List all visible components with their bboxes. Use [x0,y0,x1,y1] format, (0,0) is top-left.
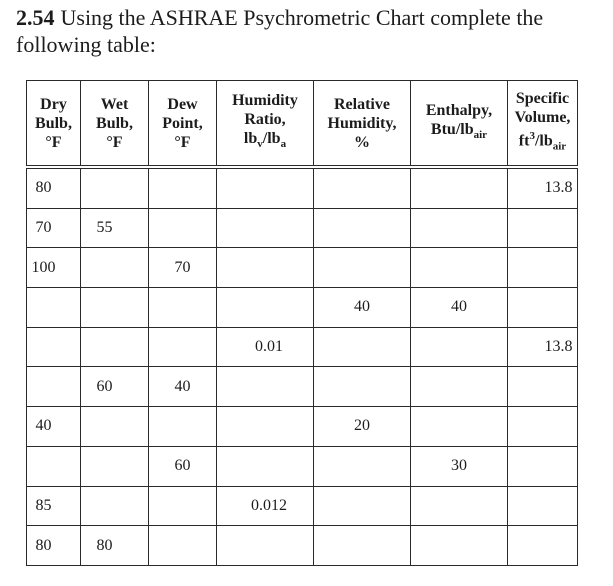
cell-dew-point [149,367,217,407]
cell-value: 40 [174,377,191,395]
cell-relative-humidity [314,167,411,208]
cell-relative-humidity [314,208,411,248]
cell-humidity-ratio [217,407,314,447]
cell-relative-humidity [314,327,411,367]
cell-wet-bulb [81,208,149,248]
cell-value: 60 [96,377,113,395]
cell-dry-bulb [27,446,81,486]
cell-specific-volume [508,446,578,486]
cell-value: 13.8 [544,179,573,197]
cell-dry-bulb [27,208,81,248]
header-row [27,81,578,168]
cell-enthalpy [411,446,508,486]
cell-dry-bulb [27,367,81,407]
cell-value: 20 [354,417,370,435]
cell-humidity-ratio [217,167,314,208]
cell-value: 85 [35,496,52,514]
cell-dew-point [149,208,217,248]
cell-specific-volume [508,288,578,328]
problem-text: Using the ASHRAE Psychrometric Chart complete the following table: [16,5,544,57]
table-row [27,248,578,288]
cell-dew-point [149,526,217,566]
table-row [27,167,578,208]
cell-relative-humidity [314,486,411,526]
cell-enthalpy [411,167,508,208]
table-row [27,367,578,407]
cell-wet-bulb [81,248,149,288]
cell-wet-bulb [81,486,149,526]
cell-dew-point [149,248,217,288]
cell-humidity-ratio [217,486,314,526]
cell-humidity-ratio [217,288,314,328]
cell-relative-humidity [314,288,411,328]
table-row [27,526,578,566]
cell-wet-bulb [81,288,149,328]
header-relative-humidity: Relative Humidity, % [314,81,411,168]
cell-value: 40 [35,417,52,435]
cell-specific-volume [508,248,578,288]
header-dry-bulb: Dry Bulb, °F [27,81,81,168]
cell-relative-humidity [314,407,411,447]
cell-value: 80 [96,536,113,554]
cell-enthalpy [411,407,508,447]
cell-dry-bulb [27,407,81,447]
cell-specific-volume [508,367,578,407]
cell-dry-bulb [27,167,81,208]
cell-wet-bulb [81,327,149,367]
cell-humidity-ratio [217,526,314,566]
cell-value: 40 [354,298,370,316]
cell-dry-bulb [27,288,81,328]
cell-humidity-ratio [217,367,314,407]
header-wet-bulb: Wet Bulb, °F [81,81,149,168]
cell-wet-bulb [81,407,149,447]
problem-statement [16,4,601,58]
cell-specific-volume [508,407,578,447]
cell-value: 100 [31,258,56,276]
cell-value: 40 [451,298,467,316]
header-dew-point: Dew Point, °F [149,81,217,168]
cell-humidity-ratio [217,446,314,486]
cell-value: 0.01 [255,338,283,356]
cell-humidity-ratio [217,248,314,288]
cell-enthalpy [411,248,508,288]
cell-dry-bulb [27,248,81,288]
cell-dew-point [149,327,217,367]
cell-specific-volume [508,167,578,208]
cell-relative-humidity [314,367,411,407]
cell-value: 55 [96,219,113,237]
cell-value: 80 [35,179,52,197]
table-row [27,446,578,486]
cell-humidity-ratio [217,327,314,367]
table-row [27,327,578,367]
cell-dew-point [149,486,217,526]
table-body [27,167,578,565]
cell-dew-point [149,167,217,208]
cell-value: 70 [35,219,52,237]
cell-dew-point [149,407,217,447]
cell-wet-bulb [81,446,149,486]
cell-enthalpy [411,208,508,248]
cell-specific-volume [508,526,578,566]
cell-enthalpy [411,367,508,407]
cell-dew-point [149,288,217,328]
cell-specific-volume [508,327,578,367]
cell-humidity-ratio [217,208,314,248]
cell-value: 13.8 [544,338,573,356]
cell-value: 70 [174,258,191,276]
cell-wet-bulb [81,167,149,208]
cell-relative-humidity [314,526,411,566]
cell-dry-bulb [27,486,81,526]
header-enthalpy: Enthalpy, Btu/$lb_{air}$ [411,81,508,168]
cell-value: 60 [174,457,191,475]
header-humidity-ratio: Humidity Ratio, $lb_v/lb_a$ [217,81,314,168]
cell-value: 0.012 [251,496,287,514]
cell-enthalpy [411,327,508,367]
cell-wet-bulb [81,526,149,566]
table-row [27,288,578,328]
cell-dry-bulb [27,526,81,566]
cell-specific-volume [508,486,578,526]
cell-dew-point [149,446,217,486]
table-row [27,208,578,248]
psychrometric-table [26,80,578,566]
cell-relative-humidity [314,446,411,486]
problem-number: 2.54 [16,5,55,30]
header-specific-volume: Specific Volume, $ft^3/lb_{air}$ [508,81,578,168]
cell-enthalpy [411,288,508,328]
cell-relative-humidity [314,248,411,288]
cell-value: 30 [451,457,467,475]
cell-wet-bulb [81,367,149,407]
cell-enthalpy [411,486,508,526]
cell-value: 80 [35,536,52,554]
cell-specific-volume [508,208,578,248]
table-row [27,486,578,526]
table-row [27,407,578,447]
cell-enthalpy [411,526,508,566]
cell-dry-bulb [27,327,81,367]
